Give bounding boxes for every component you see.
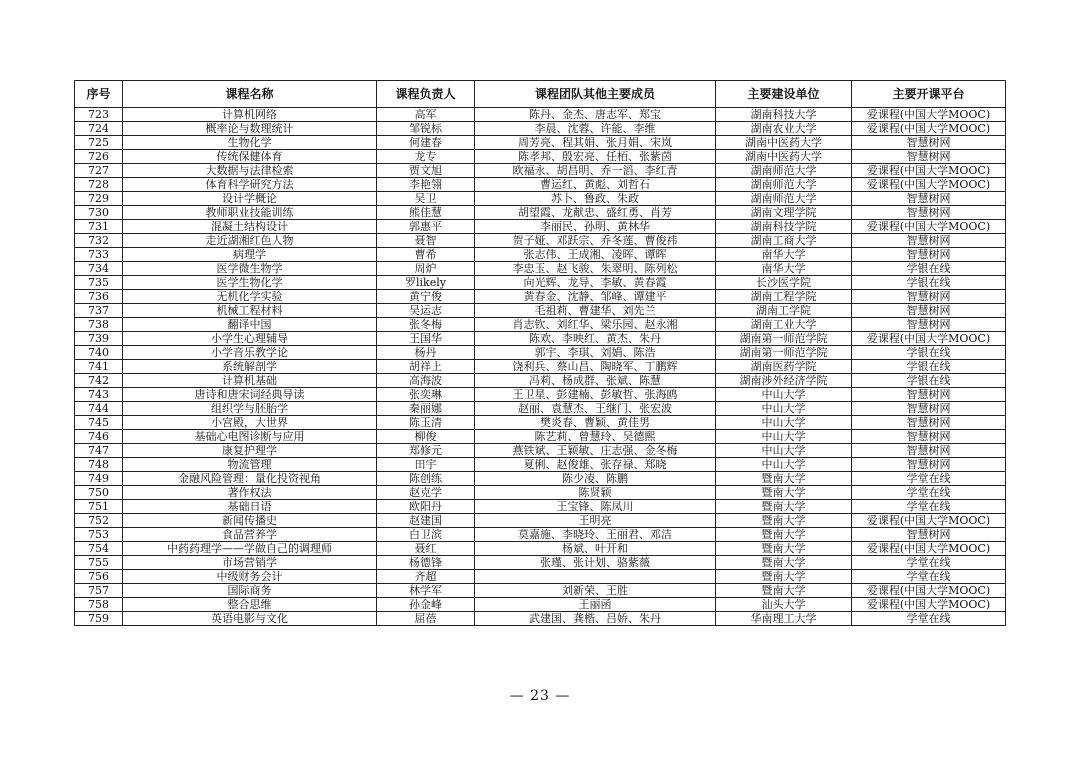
cell-index: 732: [75, 234, 123, 248]
cell-course-leader: 曹希: [377, 248, 475, 262]
table-row: [75, 472, 1006, 486]
cell-team-members: 向光辉、龙导、李敏、黄春霞: [475, 276, 716, 290]
cell-team-members: 樊炎春、曹颖、黄佳男: [475, 416, 716, 430]
cell-team-members: 夏俐、赵俊雄、张存禄、郑晓: [475, 458, 716, 472]
cell-course-leader: 张冬梅: [377, 318, 475, 332]
cell-institution: 中山大学: [716, 430, 852, 444]
cell-platform: 爱课程(中国大学MOOC): [852, 178, 1006, 192]
column-header-platform: 主要开课平台: [852, 81, 1006, 108]
cell-team-members: 王卫星、彭建楠、彭敏哲、张海鸥: [475, 388, 716, 402]
table-row: [75, 500, 1006, 514]
table-row: [75, 458, 1006, 472]
cell-institution: 湖南医药学院: [716, 360, 852, 374]
table-row: [75, 444, 1006, 458]
cell-course-leader: 李艳翎: [377, 178, 475, 192]
cell-institution: 暨南大学: [716, 584, 852, 598]
cell-team-members: 陈贤颖: [475, 486, 716, 500]
cell-index: 734: [75, 262, 123, 276]
cell-index: 740: [75, 346, 123, 360]
cell-course-leader: 白卫滨: [377, 528, 475, 542]
cell-platform: 学堂在线: [852, 612, 1006, 626]
cell-index: 753: [75, 528, 123, 542]
cell-team-members: 肖志钦、刘红华、梁乐园、赵永湘: [475, 318, 716, 332]
cell-index: 757: [75, 584, 123, 598]
table-row: [75, 402, 1006, 416]
cell-team-members: 李晨、沈蓉、许能、李维: [475, 122, 716, 136]
table-row: [75, 122, 1006, 136]
cell-institution: 湖南科技学院: [716, 220, 852, 234]
table-row: [75, 430, 1006, 444]
cell-course-name: 机械工程材料: [123, 304, 377, 318]
cell-course-leader: 高海波: [377, 374, 475, 388]
table-body: [75, 108, 1006, 626]
cell-team-members: 张志伟、王成湘、凌晖、谭晖: [475, 248, 716, 262]
cell-platform: 智慧树网: [852, 430, 1006, 444]
cell-index: 738: [75, 318, 123, 332]
cell-institution: 湖南文理学院: [716, 206, 852, 220]
cell-course-leader: 林学军: [377, 584, 475, 598]
table-row: [75, 514, 1006, 528]
cell-team-members: 黄春金、沈静、邹峰、谭建平: [475, 290, 716, 304]
cell-course-name: 无机化学实验: [123, 290, 377, 304]
cell-team-members: 饶利兵、蔡山昌、陶晓军、丁鹏辉: [475, 360, 716, 374]
table-row: [75, 346, 1006, 360]
cell-institution: 暨南大学: [716, 514, 852, 528]
cell-course-name: 金融风险管理：量化投资视角: [123, 472, 377, 486]
cell-team-members: 胡望霞、龙献忠、盛红勇、肖芳: [475, 206, 716, 220]
cell-course-name: 食品营养学: [123, 528, 377, 542]
cell-platform: 学银在线: [852, 276, 1006, 290]
cell-index: 754: [75, 542, 123, 556]
table-row: [75, 276, 1006, 290]
cell-course-leader: 胡祥上: [377, 360, 475, 374]
cell-platform: 智慧树网: [852, 234, 1006, 248]
cell-institution: 汕头大学: [716, 598, 852, 612]
cell-institution: 中山大学: [716, 444, 852, 458]
cell-team-members: 张瑾、张计划、骆紫薇: [475, 556, 716, 570]
cell-course-leader: 杨德锋: [377, 556, 475, 570]
cell-course-name: 物流管理: [123, 458, 377, 472]
cell-institution: 暨南大学: [716, 486, 852, 500]
cell-team-members: 苏卜、鲁政、朱政: [475, 192, 716, 206]
table-row: [75, 570, 1006, 584]
table-row: [75, 206, 1006, 220]
cell-team-members: 郭宇、李琪、刘娟、陈浩: [475, 346, 716, 360]
cell-team-members: 武建国、龚楷、吕娇、朱丹: [475, 612, 716, 626]
cell-course-name: 著作权法: [123, 486, 377, 500]
cell-institution: 湖南工学院: [716, 304, 852, 318]
cell-platform: 学堂在线: [852, 486, 1006, 500]
table-row: [75, 262, 1006, 276]
cell-platform: 学堂在线: [852, 472, 1006, 486]
cell-course-name: 病理学: [123, 248, 377, 262]
cell-course-leader: 周炉: [377, 262, 475, 276]
cell-team-members: 曹运红、黄彪、刘哲石: [475, 178, 716, 192]
cell-platform: 智慧树网: [852, 402, 1006, 416]
cell-team-members: 杨斌、叶开和: [475, 542, 716, 556]
column-header-course-name: 课程名称: [123, 81, 377, 108]
cell-course-leader: 田宇: [377, 458, 475, 472]
cell-index: 727: [75, 164, 123, 178]
cell-course-leader: 黄宁俊: [377, 290, 475, 304]
table-row: [75, 136, 1006, 150]
cell-index: 725: [75, 136, 123, 150]
cell-team-members: [475, 570, 716, 584]
cell-platform: 智慧树网: [852, 416, 1006, 430]
cell-platform: 爱课程(中国大学MOOC): [852, 514, 1006, 528]
table-row: [75, 248, 1006, 262]
table-row: [75, 360, 1006, 374]
cell-team-members: 燕铁斌、王颖敏、庄志强、金冬梅: [475, 444, 716, 458]
cell-institution: 湖南师范大学: [716, 164, 852, 178]
cell-platform: 学银在线: [852, 374, 1006, 388]
cell-index: 730: [75, 206, 123, 220]
column-header-course-leader: 课程负责人: [377, 81, 475, 108]
cell-platform: 智慧树网: [852, 136, 1006, 150]
cell-team-members: 陈欢、李映红、黄杰、朱丹: [475, 332, 716, 346]
table-row: [75, 192, 1006, 206]
cell-platform: 爱课程(中国大学MOOC): [852, 122, 1006, 136]
cell-index: 750: [75, 486, 123, 500]
cell-institution: 湖南工业大学: [716, 318, 852, 332]
table-row: [75, 388, 1006, 402]
cell-institution: 暨南大学: [716, 472, 852, 486]
cell-index: 726: [75, 150, 123, 164]
table-row: [75, 150, 1006, 164]
cell-platform: 爱课程(中国大学MOOC): [852, 164, 1006, 178]
cell-index: 723: [75, 108, 123, 122]
table-row: [75, 164, 1006, 178]
table-row: [75, 598, 1006, 612]
cell-course-name: 小宫殿，大世界: [123, 416, 377, 430]
cell-platform: 学银在线: [852, 346, 1006, 360]
cell-institution: 湖南中医药大学: [716, 136, 852, 150]
cell-platform: 爱课程(中国大学MOOC): [852, 542, 1006, 556]
cell-institution: 湖南中医药大学: [716, 150, 852, 164]
cell-course-leader: 陈创练: [377, 472, 475, 486]
cell-index: 739: [75, 332, 123, 346]
cell-institution: 湖南农业大学: [716, 122, 852, 136]
table-row: [75, 178, 1006, 192]
cell-course-leader: 龙专: [377, 150, 475, 164]
cell-course-leader: 罗likely: [377, 276, 475, 290]
cell-course-name: 概率论与数理统计: [123, 122, 377, 136]
column-header-institution: 主要建设单位: [716, 81, 852, 108]
cell-course-name: 教师职业技能训练: [123, 206, 377, 220]
cell-platform: 智慧树网: [852, 444, 1006, 458]
cell-course-name: 康复护理学: [123, 444, 377, 458]
cell-platform: 学银在线: [852, 360, 1006, 374]
cell-index: 742: [75, 374, 123, 388]
cell-platform: 爱课程(中国大学MOOC): [852, 220, 1006, 234]
table-row: [75, 612, 1006, 626]
cell-team-members: 刘新荣、王胜: [475, 584, 716, 598]
cell-institution: 暨南大学: [716, 570, 852, 584]
cell-index: 744: [75, 402, 123, 416]
cell-institution: 湖南师范大学: [716, 178, 852, 192]
cell-index: 743: [75, 388, 123, 402]
cell-index: 724: [75, 122, 123, 136]
cell-platform: 智慧树网: [852, 248, 1006, 262]
cell-institution: 湖南工商大学: [716, 234, 852, 248]
cell-index: 755: [75, 556, 123, 570]
cell-course-name: 组织学与胚胎学: [123, 402, 377, 416]
cell-index: 729: [75, 192, 123, 206]
cell-course-name: 市场营销学: [123, 556, 377, 570]
cell-platform: 智慧树网: [852, 192, 1006, 206]
cell-course-name: 走近湖湘红色人物: [123, 234, 377, 248]
table-row: [75, 542, 1006, 556]
cell-platform: 学堂在线: [852, 500, 1006, 514]
table-header-row: [75, 81, 1006, 108]
cell-team-members: 周芳亮、程其娟、张月娟、宋岚: [475, 136, 716, 150]
cell-platform: 智慧树网: [852, 150, 1006, 164]
table-row: [75, 220, 1006, 234]
cell-institution: 湖南师范大学: [716, 192, 852, 206]
cell-index: 736: [75, 290, 123, 304]
cell-course-leader: 孙金峰: [377, 598, 475, 612]
cell-course-name: 唐诗和唐宋词经典导读: [123, 388, 377, 402]
cell-course-name: 小学生心理辅导: [123, 332, 377, 346]
cell-course-leader: 聂红: [377, 542, 475, 556]
cell-platform: 爱课程(中国大学MOOC): [852, 332, 1006, 346]
cell-index: 749: [75, 472, 123, 486]
cell-index: 747: [75, 444, 123, 458]
cell-course-name: 传统保健体育: [123, 150, 377, 164]
cell-course-leader: 秦丽娜: [377, 402, 475, 416]
cell-team-members: 冯莉、杨成群、张斌、陈慧: [475, 374, 716, 388]
cell-platform: 学堂在线: [852, 570, 1006, 584]
cell-platform: 智慧树网: [852, 388, 1006, 402]
cell-course-leader: 何建春: [377, 136, 475, 150]
table-row: [75, 332, 1006, 346]
cell-institution: 南华大学: [716, 248, 852, 262]
cell-institution: 暨南大学: [716, 556, 852, 570]
cell-course-leader: 柳俊: [377, 430, 475, 444]
table-row: [75, 556, 1006, 570]
cell-team-members: 莫嘉施、李晓玲、王丽君、邓洁: [475, 528, 716, 542]
cell-platform: 爱课程(中国大学MOOC): [852, 584, 1006, 598]
cell-institution: 中山大学: [716, 416, 852, 430]
cell-course-name: 生物化学: [123, 136, 377, 150]
cell-course-name: 计算机基础: [123, 374, 377, 388]
cell-team-members: 贺子娅、邓跃宗、乔冬莲、曹俊祎: [475, 234, 716, 248]
cell-course-leader: 聂智: [377, 234, 475, 248]
cell-index: 756: [75, 570, 123, 584]
cell-institution: 暨南大学: [716, 500, 852, 514]
cell-institution: 中山大学: [716, 402, 852, 416]
cell-team-members: 王丽函: [475, 598, 716, 612]
cell-platform: 智慧树网: [852, 528, 1006, 542]
table-row: [75, 304, 1006, 318]
cell-institution: 长沙医学院: [716, 276, 852, 290]
cell-platform: 学银在线: [852, 262, 1006, 276]
cell-institution: 南华大学: [716, 262, 852, 276]
cell-team-members: 欧福永、胡昌明、乔一滔、李红青: [475, 164, 716, 178]
cell-institution: 湖南工程学院: [716, 290, 852, 304]
table-row: [75, 290, 1006, 304]
cell-course-leader: 高军: [377, 108, 475, 122]
cell-course-leader: 张奕琳: [377, 388, 475, 402]
table-row: [75, 528, 1006, 542]
cell-team-members: 陈丹、金杰、唐志军、郑宝: [475, 108, 716, 122]
cell-course-leader: 齐超: [377, 570, 475, 584]
cell-course-name: 小学音乐教学论: [123, 346, 377, 360]
cell-course-name: 新闻传播史: [123, 514, 377, 528]
cell-index: 728: [75, 178, 123, 192]
cell-course-leader: 欧阳丹: [377, 500, 475, 514]
cell-course-name: 医学生物化学: [123, 276, 377, 290]
table-row: [75, 374, 1006, 388]
cell-institution: 华南理工大学: [716, 612, 852, 626]
cell-course-name: 体育科学研究方法: [123, 178, 377, 192]
cell-index: 752: [75, 514, 123, 528]
cell-institution: 湖南第一师范学院: [716, 346, 852, 360]
cell-institution: 中山大学: [716, 458, 852, 472]
table-row: [75, 318, 1006, 332]
cell-course-name: 整合思维: [123, 598, 377, 612]
cell-course-name: 医学微生物学: [123, 262, 377, 276]
cell-course-name: 中级财务会计: [123, 570, 377, 584]
cell-course-leader: 吴卫: [377, 192, 475, 206]
cell-institution: 暨南大学: [716, 542, 852, 556]
cell-course-name: 翻译中国: [123, 318, 377, 332]
cell-team-members: 陈少凌、陈鹏: [475, 472, 716, 486]
cell-course-leader: 熊佳慧: [377, 206, 475, 220]
cell-team-members: 毛祖莉、曹建华、刘先兰: [475, 304, 716, 318]
cell-index: 751: [75, 500, 123, 514]
cell-course-leader: 郭惠平: [377, 220, 475, 234]
cell-institution: 湖南第一师范学院: [716, 332, 852, 346]
cell-index: 745: [75, 416, 123, 430]
cell-team-members: 王明亮: [475, 514, 716, 528]
column-header-index: 序号: [75, 81, 123, 108]
cell-course-name: 大数据与法律检索: [123, 164, 377, 178]
cell-course-name: 中药药理学——学做自己的调理师: [123, 542, 377, 556]
cell-institution: 湖南科技大学: [716, 108, 852, 122]
cell-course-leader: 邹锐标: [377, 122, 475, 136]
cell-platform: 智慧树网: [852, 304, 1006, 318]
cell-course-name: 英语电影与文化: [123, 612, 377, 626]
table-row: [75, 584, 1006, 598]
cell-course-leader: 贾文旭: [377, 164, 475, 178]
cell-course-leader: 屈蓓: [377, 612, 475, 626]
cell-team-members: 陈孝邦、殷宏亮、任栢、张紫茵: [475, 150, 716, 164]
cell-index: 758: [75, 598, 123, 612]
cell-index: 737: [75, 304, 123, 318]
cell-team-members: 陈艺莉、曾慧玲、吴德熙: [475, 430, 716, 444]
cell-team-members: 王宝锋、陈凤川: [475, 500, 716, 514]
cell-institution: 湖南涉外经济学院: [716, 374, 852, 388]
cell-team-members: 李丽民、孙明、黄林华: [475, 220, 716, 234]
cell-platform: 学堂在线: [852, 556, 1006, 570]
cell-index: 731: [75, 220, 123, 234]
cell-course-leader: 陈玉清: [377, 416, 475, 430]
cell-platform: 智慧树网: [852, 206, 1006, 220]
cell-course-name: 基础心电图诊断与应用: [123, 430, 377, 444]
table-row: [75, 234, 1006, 248]
table-row: [75, 486, 1006, 500]
cell-course-leader: 吴运志: [377, 304, 475, 318]
cell-course-leader: 杨丹: [377, 346, 475, 360]
cell-course-name: 系统解剖学: [123, 360, 377, 374]
cell-course-leader: 赵建国: [377, 514, 475, 528]
page-number: — 23 —: [509, 688, 571, 704]
cell-institution: 中山大学: [716, 388, 852, 402]
courses-table: [74, 80, 1006, 626]
cell-index: 733: [75, 248, 123, 262]
cell-institution: 暨南大学: [716, 528, 852, 542]
cell-course-leader: 赵克学: [377, 486, 475, 500]
cell-platform: 智慧树网: [852, 290, 1006, 304]
cell-platform: 爱课程(中国大学MOOC): [852, 108, 1006, 122]
cell-index: 735: [75, 276, 123, 290]
cell-platform: 爱课程(中国大学MOOC): [852, 598, 1006, 612]
cell-platform: 智慧树网: [852, 318, 1006, 332]
cell-index: 746: [75, 430, 123, 444]
cell-course-name: 计算机网络: [123, 108, 377, 122]
cell-team-members: 赵丽、袁慧杰、王继门、张宏波: [475, 402, 716, 416]
cell-index: 741: [75, 360, 123, 374]
cell-course-name: 国际商务: [123, 584, 377, 598]
cell-index: 748: [75, 458, 123, 472]
table-row: [75, 416, 1006, 430]
table-row: [75, 108, 1006, 122]
cell-course-leader: 郑修元: [377, 444, 475, 458]
cell-platform: 智慧树网: [852, 458, 1006, 472]
cell-index: 759: [75, 612, 123, 626]
cell-course-name: 混凝土结构设计: [123, 220, 377, 234]
cell-team-members: 李忠玉、赵飞骏、朱翠明、陈列松: [475, 262, 716, 276]
cell-course-name: 基础日语: [123, 500, 377, 514]
column-header-team-members: 课程团队其他主要成员: [475, 81, 716, 108]
cell-course-name: 设计学概论: [123, 192, 377, 206]
cell-course-leader: 王国华: [377, 332, 475, 346]
